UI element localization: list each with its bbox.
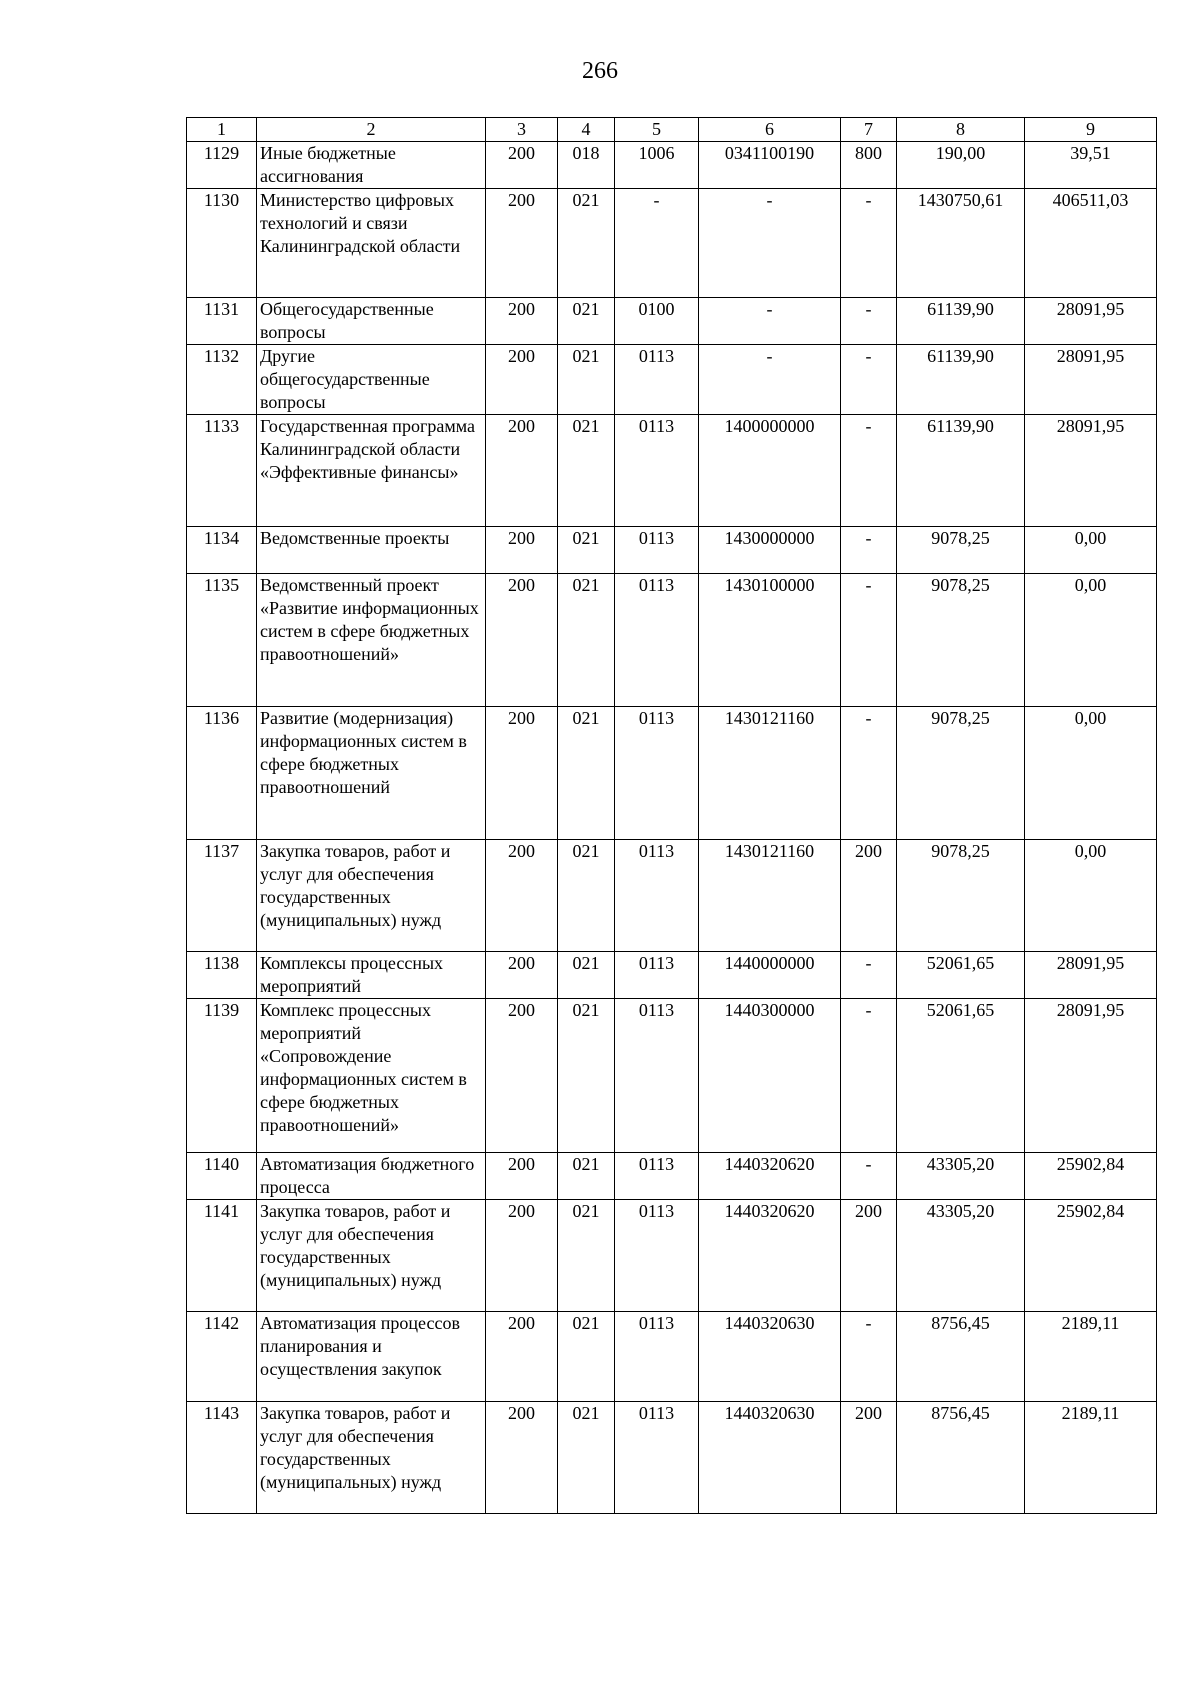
col6-cell: 1430100000 — [699, 574, 841, 707]
col7-cell: 800 — [841, 142, 897, 189]
header-cell: 6 — [699, 118, 841, 142]
row-number-cell: 1133 — [187, 415, 257, 527]
col5-cell: 0113 — [615, 707, 699, 840]
col4-cell: 021 — [558, 345, 615, 415]
col3-cell: 200 — [486, 707, 558, 840]
col8-amount-cell: 61139,90 — [897, 298, 1025, 345]
col3-cell: 200 — [486, 527, 558, 574]
col8-amount-cell: 52061,65 — [897, 952, 1025, 999]
col6-cell: - — [699, 298, 841, 345]
col7-cell: 200 — [841, 1402, 897, 1514]
col3-cell: 200 — [486, 1402, 558, 1514]
col8-amount-cell: 9078,25 — [897, 707, 1025, 840]
col5-cell: 0113 — [615, 527, 699, 574]
col8-amount-cell: 52061,65 — [897, 999, 1025, 1153]
col9-amount-cell: 0,00 — [1025, 707, 1157, 840]
row-number-cell: 1138 — [187, 952, 257, 999]
col3-cell: 200 — [486, 999, 558, 1153]
description-cell: Развитие (модернизация) информационных систем в сфере бюджетных правоотношений — [257, 707, 486, 840]
col6-cell: 1440320630 — [699, 1312, 841, 1402]
col7-cell: - — [841, 574, 897, 707]
description-cell: Государственная программа Калининградской области «Эффективные финансы» — [257, 415, 486, 527]
col6-cell: 1440320620 — [699, 1200, 841, 1312]
col4-cell: 021 — [558, 415, 615, 527]
col4-cell: 021 — [558, 527, 615, 574]
col5-cell: 0113 — [615, 1153, 699, 1200]
row-number-cell: 1131 — [187, 298, 257, 345]
table-row — [187, 840, 1157, 952]
col9-amount-cell: 28091,95 — [1025, 415, 1157, 527]
header-cell: 4 — [558, 118, 615, 142]
description-cell: Закупка товаров, работ и услуг для обеспечения государственных (муниципальных) нужд — [257, 1200, 486, 1312]
col5-cell: 1006 — [615, 142, 699, 189]
col5-cell: 0113 — [615, 840, 699, 952]
col3-cell: 200 — [486, 574, 558, 707]
col9-amount-cell: 0,00 — [1025, 840, 1157, 952]
header-cell: 2 — [257, 118, 486, 142]
col5-cell: 0113 — [615, 1200, 699, 1312]
header-cell: 8 — [897, 118, 1025, 142]
description-cell: Комплексы процессных мероприятий — [257, 952, 486, 999]
table-row — [187, 1312, 1157, 1402]
table-row — [187, 1402, 1157, 1514]
col8-amount-cell: 8756,45 — [897, 1402, 1025, 1514]
col7-cell: - — [841, 1153, 897, 1200]
col4-cell: 021 — [558, 952, 615, 999]
row-number-cell: 1137 — [187, 840, 257, 952]
description-cell: Комплекс процессных мероприятий «Сопровождение информационных систем в сфере бюджетных правоотношений» — [257, 999, 486, 1153]
description-cell: Закупка товаров, работ и услуг для обеспечения государственных (муниципальных) нужд — [257, 840, 486, 952]
col3-cell: 200 — [486, 298, 558, 345]
col7-cell: - — [841, 999, 897, 1153]
col5-cell: 0113 — [615, 1312, 699, 1402]
col5-cell: 0113 — [615, 574, 699, 707]
col7-cell: - — [841, 189, 897, 298]
col3-cell: 200 — [486, 1153, 558, 1200]
table-row — [187, 527, 1157, 574]
col3-cell: 200 — [486, 142, 558, 189]
col4-cell: 021 — [558, 999, 615, 1153]
col4-cell: 021 — [558, 1402, 615, 1514]
col8-amount-cell: 9078,25 — [897, 574, 1025, 707]
table-row — [187, 142, 1157, 189]
row-number-cell: 1129 — [187, 142, 257, 189]
col7-cell: - — [841, 952, 897, 999]
col3-cell: 200 — [486, 415, 558, 527]
table-row — [187, 999, 1157, 1153]
col4-cell: 021 — [558, 1200, 615, 1312]
col7-cell: - — [841, 298, 897, 345]
col7-cell: - — [841, 527, 897, 574]
col5-cell: 0113 — [615, 345, 699, 415]
col8-amount-cell: 9078,25 — [897, 527, 1025, 574]
col5-cell: 0113 — [615, 952, 699, 999]
col6-cell: 1430000000 — [699, 527, 841, 574]
row-number-cell: 1135 — [187, 574, 257, 707]
col5-cell: 0100 — [615, 298, 699, 345]
col4-cell: 021 — [558, 840, 615, 952]
col9-amount-cell: 0,00 — [1025, 574, 1157, 707]
col7-cell: - — [841, 345, 897, 415]
description-cell: Закупка товаров, работ и услуг для обеспечения государственных (муниципальных) нужд — [257, 1402, 486, 1514]
col5-cell: - — [615, 189, 699, 298]
description-cell: Ведомственный проект «Развитие информационных систем в сфере бюджетных правоотношений» — [257, 574, 486, 707]
row-number-cell: 1139 — [187, 999, 257, 1153]
col6-cell: - — [699, 345, 841, 415]
col8-amount-cell: 61139,90 — [897, 345, 1025, 415]
col8-amount-cell: 190,00 — [897, 142, 1025, 189]
col4-cell: 021 — [558, 1153, 615, 1200]
row-number-cell: 1143 — [187, 1402, 257, 1514]
description-cell: Автоматизация процессов планирования и осуществления закупок — [257, 1312, 486, 1402]
description-cell: Иные бюджетные ассигнования — [257, 142, 486, 189]
header-cell: 3 — [486, 118, 558, 142]
col9-amount-cell: 25902,84 — [1025, 1200, 1157, 1312]
col6-cell: 1440300000 — [699, 999, 841, 1153]
col8-amount-cell: 9078,25 — [897, 840, 1025, 952]
description-cell: Другие общегосударственные вопросы — [257, 345, 486, 415]
row-number-cell: 1140 — [187, 1153, 257, 1200]
col3-cell: 200 — [486, 1312, 558, 1402]
col7-cell: 200 — [841, 1200, 897, 1312]
col9-amount-cell: 28091,95 — [1025, 298, 1157, 345]
col6-cell: 1440000000 — [699, 952, 841, 999]
col8-amount-cell: 8756,45 — [897, 1312, 1025, 1402]
col6-cell: 1430121160 — [699, 840, 841, 952]
table-row — [187, 574, 1157, 707]
description-cell: Министерство цифровых технологий и связи Калининградской области — [257, 189, 486, 298]
col9-amount-cell: 25902,84 — [1025, 1153, 1157, 1200]
col3-cell: 200 — [486, 840, 558, 952]
row-number-cell: 1141 — [187, 1200, 257, 1312]
page-number: 266 — [582, 58, 618, 84]
col7-cell: - — [841, 415, 897, 527]
header-cell: 5 — [615, 118, 699, 142]
col9-amount-cell: 28091,95 — [1025, 952, 1157, 999]
col7-cell: - — [841, 1312, 897, 1402]
col5-cell: 0113 — [615, 999, 699, 1153]
col4-cell: 021 — [558, 298, 615, 345]
col9-amount-cell: 2189,11 — [1025, 1402, 1157, 1514]
header-cell: 7 — [841, 118, 897, 142]
col6-cell: 1430121160 — [699, 707, 841, 840]
table-row — [187, 298, 1157, 345]
row-number-cell: 1134 — [187, 527, 257, 574]
col8-amount-cell: 1430750,61 — [897, 189, 1025, 298]
description-cell: Общегосударственные вопросы — [257, 298, 486, 345]
col9-amount-cell: 2189,11 — [1025, 1312, 1157, 1402]
col5-cell: 0113 — [615, 1402, 699, 1514]
header-cell: 9 — [1025, 118, 1157, 142]
col9-amount-cell: 0,00 — [1025, 527, 1157, 574]
row-number-cell: 1130 — [187, 189, 257, 298]
col6-cell: 1440320630 — [699, 1402, 841, 1514]
col9-amount-cell: 28091,95 — [1025, 999, 1157, 1153]
table-row — [187, 1200, 1157, 1312]
col7-cell: - — [841, 707, 897, 840]
table-row — [187, 415, 1157, 527]
col6-cell: 0341100190 — [699, 142, 841, 189]
col6-cell: 1440320620 — [699, 1153, 841, 1200]
table-row — [187, 345, 1157, 415]
col4-cell: 018 — [558, 142, 615, 189]
header-cell: 1 — [187, 118, 257, 142]
table-row — [187, 952, 1157, 999]
row-number-cell: 1142 — [187, 1312, 257, 1402]
col5-cell: 0113 — [615, 415, 699, 527]
col4-cell: 021 — [558, 1312, 615, 1402]
col4-cell: 021 — [558, 189, 615, 298]
row-number-cell: 1132 — [187, 345, 257, 415]
col3-cell: 200 — [486, 1200, 558, 1312]
col9-amount-cell: 406511,03 — [1025, 189, 1157, 298]
col4-cell: 021 — [558, 574, 615, 707]
table-row — [187, 189, 1157, 298]
col8-amount-cell: 43305,20 — [897, 1153, 1025, 1200]
col7-cell: 200 — [841, 840, 897, 952]
col8-amount-cell: 43305,20 — [897, 1200, 1025, 1312]
col9-amount-cell: 39,51 — [1025, 142, 1157, 189]
col9-amount-cell: 28091,95 — [1025, 345, 1157, 415]
col6-cell: - — [699, 189, 841, 298]
col4-cell: 021 — [558, 707, 615, 840]
row-number-cell: 1136 — [187, 707, 257, 840]
budget-table — [186, 117, 1157, 1514]
col3-cell: 200 — [486, 189, 558, 298]
col3-cell: 200 — [486, 952, 558, 999]
col8-amount-cell: 61139,90 — [897, 415, 1025, 527]
header-row — [187, 118, 1157, 142]
col3-cell: 200 — [486, 345, 558, 415]
table-row — [187, 1153, 1157, 1200]
col6-cell: 1400000000 — [699, 415, 841, 527]
description-cell: Автоматизация бюджетного процесса — [257, 1153, 486, 1200]
description-cell: Ведомственные проекты — [257, 527, 486, 574]
table-row — [187, 707, 1157, 840]
